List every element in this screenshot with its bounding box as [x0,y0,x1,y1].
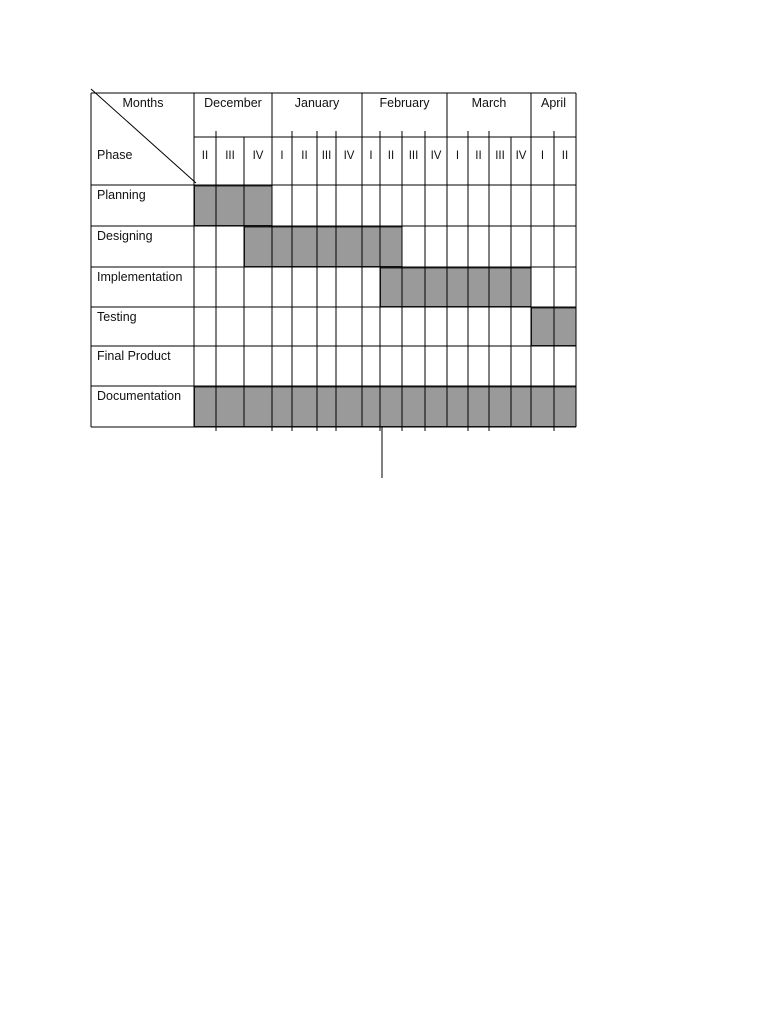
corner-label-months: Months [122,96,164,110]
week-label: IV [252,150,264,162]
phase-label-testing: Testing [97,310,137,324]
week-label: IV [343,150,355,162]
gantt-bar-planning [195,186,273,226]
week-label: IV [515,150,527,162]
gantt-bar-documentation [195,387,577,427]
phase-label-implementation: Implementation [97,270,183,284]
week-label: III [321,150,332,162]
week-label: III [408,150,419,162]
week-label: II [301,150,308,162]
week-label: II [561,150,569,162]
phase-label-documentation: Documentation [97,389,182,403]
phase-label-designing: Designing [97,229,153,243]
month-label-january: January [294,96,340,110]
week-label: II [475,150,482,162]
week-label: III [495,150,505,162]
week-label: I [369,150,373,162]
month-label-february: February [379,96,430,110]
gantt-bar-implementation [381,268,532,307]
week-label: I [455,150,460,162]
corner-label-phase: Phase [97,148,133,162]
bars-layer [195,186,577,427]
phase-label-planning: Planning [97,188,146,202]
week-label: IV [430,150,442,162]
week-label: I [280,150,284,162]
week-label: I [540,150,545,162]
month-label-march: March [471,96,507,110]
month-label-december: December [204,96,262,110]
week-label: III [225,150,235,162]
phase-label-final-product: Final Product [97,349,171,363]
week-label: II [387,150,395,162]
gantt-bar-designing [245,227,403,267]
week-label: II [201,150,209,162]
month-label-april: April [540,96,567,110]
